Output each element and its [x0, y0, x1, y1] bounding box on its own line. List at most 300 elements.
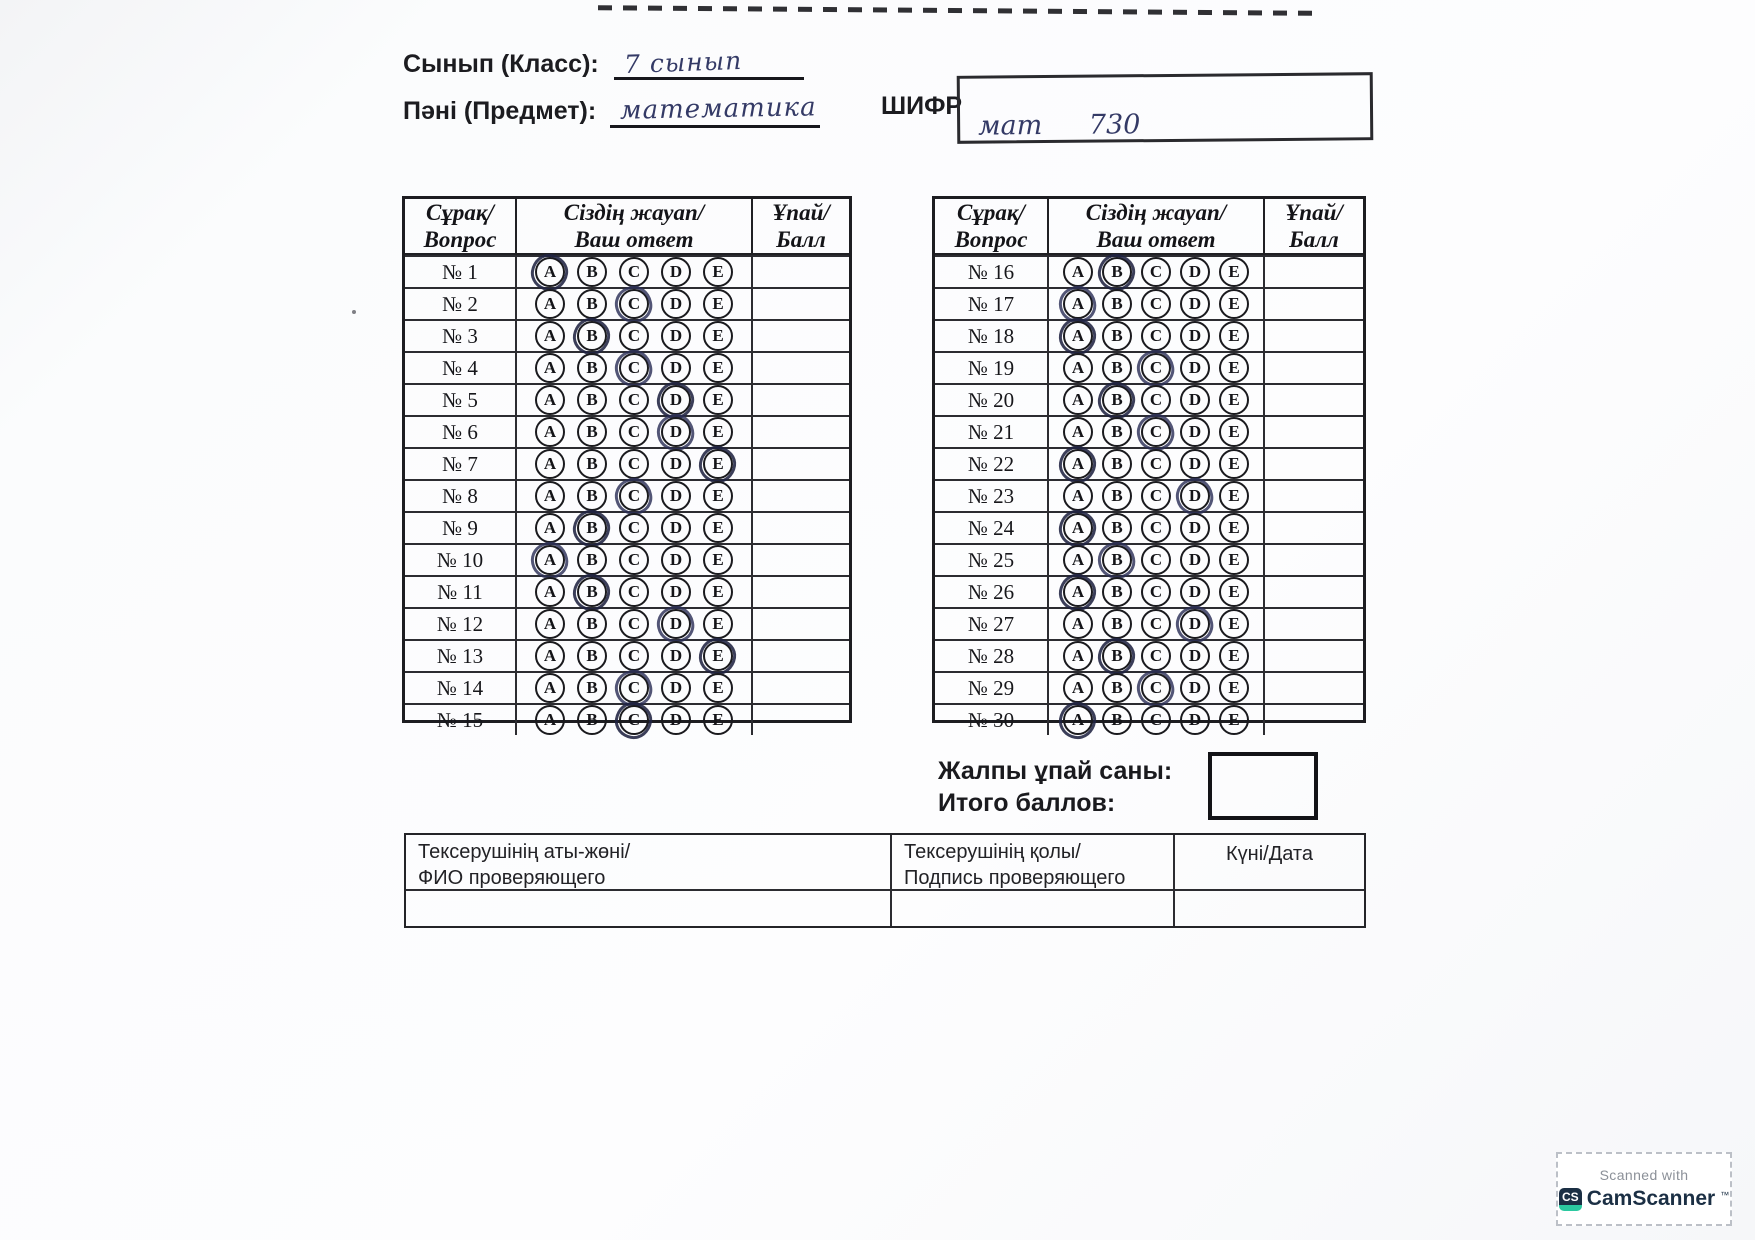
points-cell — [753, 609, 849, 639]
bubble-a-marked: A — [1063, 705, 1093, 735]
points-cell — [1265, 641, 1363, 671]
bubble-d: D — [661, 449, 691, 479]
bubble-group — [517, 705, 753, 735]
question-number: № 26 — [935, 577, 1049, 607]
answer-row — [935, 671, 1363, 703]
points-cell — [753, 385, 849, 415]
bubble-d: D — [661, 289, 691, 319]
bubble-group — [1049, 257, 1265, 287]
header-points: Ұпай/ Балл — [772, 200, 830, 252]
bubble-c: C — [619, 385, 649, 415]
bubble-e: E — [1219, 417, 1249, 447]
bubble-b: B — [577, 481, 607, 511]
answer-row — [405, 511, 849, 543]
bubble-c-marked: C — [1141, 353, 1171, 383]
bubble-e: E — [1219, 705, 1249, 735]
points-cell — [1265, 481, 1363, 511]
reviewer-signature-field — [892, 891, 1175, 926]
bubble-group — [517, 545, 753, 575]
answer-row — [405, 287, 849, 319]
points-cell — [753, 289, 849, 319]
question-number: № 29 — [935, 673, 1049, 703]
answer-row — [405, 255, 849, 287]
points-cell — [1265, 705, 1363, 735]
bubble-e: E — [703, 513, 733, 543]
question-number: № 23 — [935, 481, 1049, 511]
question-number: № 1 — [405, 257, 517, 287]
bubble-group — [1049, 289, 1265, 319]
header-your-answer: Сіздің жауап/ Ваш ответ — [1049, 199, 1265, 253]
points-cell — [753, 705, 849, 735]
bubble-group — [517, 641, 753, 671]
answer-row — [935, 415, 1363, 447]
bubble-group — [1049, 385, 1265, 415]
total-score-box — [1208, 752, 1318, 820]
bubble-b: B — [1102, 449, 1132, 479]
question-number: № 15 — [405, 705, 517, 735]
question-number: № 21 — [935, 417, 1049, 447]
bubble-c: C — [619, 545, 649, 575]
bubble-b: B — [1102, 481, 1132, 511]
answer-row — [935, 351, 1363, 383]
points-cell — [753, 577, 849, 607]
question-number: № 24 — [935, 513, 1049, 543]
points-cell — [1265, 321, 1363, 351]
bubble-e: E — [1219, 385, 1249, 415]
bubble-group — [517, 353, 753, 383]
bubble-a: A — [535, 385, 565, 415]
answer-row — [405, 703, 849, 735]
question-number: № 14 — [405, 673, 517, 703]
answer-row — [405, 319, 849, 351]
bubble-a: A — [1063, 257, 1093, 287]
bubble-group — [1049, 673, 1265, 703]
bubble-e: E — [703, 257, 733, 287]
answer-table-1-15 — [402, 196, 852, 732]
cipher-handwritten-value: мат 730 — [978, 109, 1141, 142]
question-number: № 20 — [935, 385, 1049, 415]
bubble-b: B — [577, 289, 607, 319]
bubble-c-marked: C — [619, 481, 649, 511]
bubble-b: B — [1102, 417, 1132, 447]
bubble-e: E — [1219, 289, 1249, 319]
bubble-b: B — [577, 705, 607, 735]
bubble-a-marked: A — [1063, 321, 1093, 351]
cipher-label: ШИФР — [881, 92, 963, 120]
bubble-e: E — [703, 609, 733, 639]
reviewer-name-field — [406, 891, 892, 926]
camscanner-logo-icon: CS — [1559, 1188, 1582, 1211]
bubble-a: A — [1063, 385, 1093, 415]
bubble-d: D — [1180, 385, 1210, 415]
bubble-b: B — [577, 257, 607, 287]
bubble-d-marked: D — [1180, 481, 1210, 511]
answer-row — [405, 351, 849, 383]
question-number: № 18 — [935, 321, 1049, 351]
bubble-d: D — [661, 705, 691, 735]
bubble-c: C — [1141, 641, 1171, 671]
bubble-e: E — [1219, 513, 1249, 543]
bubble-c: C — [1141, 577, 1171, 607]
bubble-b-marked: B — [1102, 545, 1132, 575]
points-cell — [1265, 545, 1363, 575]
question-number: № 13 — [405, 641, 517, 671]
bubble-e: E — [1219, 609, 1249, 639]
points-cell — [1265, 385, 1363, 415]
bubble-b: B — [577, 641, 607, 671]
bubble-b: B — [577, 609, 607, 639]
bubble-group — [1049, 417, 1265, 447]
bubble-group — [517, 449, 753, 479]
bubble-c: C — [619, 257, 649, 287]
question-number: № 16 — [935, 257, 1049, 287]
bubble-d: D — [1180, 289, 1210, 319]
answer-table-16-30 — [932, 196, 1366, 732]
watermark-trademark: ™ — [1720, 1190, 1730, 1200]
question-number: № 25 — [935, 545, 1049, 575]
bubble-d-marked: D — [661, 417, 691, 447]
reviewer-date-field — [1175, 891, 1364, 926]
question-number: № 10 — [405, 545, 517, 575]
points-cell — [1265, 353, 1363, 383]
answer-row — [935, 703, 1363, 735]
question-number: № 27 — [935, 609, 1049, 639]
bubble-c: C — [1141, 385, 1171, 415]
bubble-e: E — [1219, 353, 1249, 383]
bubble-a: A — [535, 481, 565, 511]
reviewer-date-header: Күні/Дата — [1175, 835, 1364, 891]
answer-row — [405, 543, 849, 575]
question-number: № 22 — [935, 449, 1049, 479]
answer-row — [405, 639, 849, 671]
bubble-a: A — [535, 513, 565, 543]
bubble-b: B — [1102, 321, 1132, 351]
bubble-d: D — [661, 257, 691, 287]
bubble-a-marked: A — [1063, 289, 1093, 319]
bubble-a: A — [1063, 417, 1093, 447]
answer-row — [935, 287, 1363, 319]
bubble-e: E — [703, 705, 733, 735]
header-your-answer: Сіздің жауап/ Ваш ответ — [517, 199, 753, 253]
bubble-group — [517, 417, 753, 447]
bubble-b: B — [1102, 705, 1132, 735]
reviewer-table — [404, 833, 1366, 928]
bubble-a: A — [535, 417, 565, 447]
answer-row — [405, 607, 849, 639]
bubble-c: C — [1141, 257, 1171, 287]
bubble-b: B — [577, 449, 607, 479]
total-score-label — [938, 755, 1184, 819]
bubble-a: A — [535, 673, 565, 703]
bubble-a: A — [1063, 353, 1093, 383]
bubble-d: D — [1180, 705, 1210, 735]
bubble-b-marked: B — [577, 577, 607, 607]
bubble-e: E — [703, 385, 733, 415]
bubble-b: B — [1102, 673, 1132, 703]
bubble-c-marked: C — [619, 289, 649, 319]
bubble-e: E — [1219, 577, 1249, 607]
answer-row — [935, 575, 1363, 607]
class-handwritten-value: 7 сынып — [623, 45, 743, 80]
bubble-d: D — [1180, 673, 1210, 703]
points-cell — [753, 449, 849, 479]
bubble-c-marked: C — [619, 705, 649, 735]
bubble-e: E — [1219, 449, 1249, 479]
bubble-d: D — [661, 513, 691, 543]
answer-row — [935, 639, 1363, 671]
question-number: № 7 — [405, 449, 517, 479]
answer-row — [935, 479, 1363, 511]
bubble-e: E — [1219, 641, 1249, 671]
bubble-c: C — [1141, 321, 1171, 351]
bubble-c-marked: C — [619, 353, 649, 383]
bubble-a-marked: A — [1063, 449, 1093, 479]
question-number: № 2 — [405, 289, 517, 319]
bubble-c: C — [1141, 289, 1171, 319]
bubble-a: A — [1063, 673, 1093, 703]
bubble-d: D — [1180, 641, 1210, 671]
bubble-group — [517, 321, 753, 351]
bubble-b: B — [577, 353, 607, 383]
bubble-c: C — [1141, 545, 1171, 575]
points-cell — [753, 513, 849, 543]
bubble-group — [1049, 513, 1265, 543]
bubble-e: E — [1219, 673, 1249, 703]
bubble-group — [517, 577, 753, 607]
bubble-e: E — [1219, 545, 1249, 575]
total-score-label-kz: Жалпы ұпай саны: — [938, 757, 1173, 785]
bubble-c-marked: C — [1141, 417, 1171, 447]
points-cell — [1265, 577, 1363, 607]
bubble-c: C — [619, 449, 649, 479]
table-header — [935, 199, 1363, 255]
points-cell — [753, 641, 849, 671]
bubble-group — [517, 609, 753, 639]
bubble-a: A — [535, 449, 565, 479]
bubble-e: E — [703, 577, 733, 607]
question-number: № 19 — [935, 353, 1049, 383]
bubble-c: C — [619, 513, 649, 543]
bubble-group — [517, 385, 753, 415]
bubble-e: E — [703, 545, 733, 575]
bubble-a: A — [1063, 481, 1093, 511]
bubble-a: A — [535, 705, 565, 735]
bubble-b: B — [577, 673, 607, 703]
reviewer-name-header: Тексерушінің аты-жөні/ ФИО проверяющего — [406, 835, 892, 891]
bubble-d: D — [1180, 353, 1210, 383]
bubble-d: D — [661, 673, 691, 703]
bubble-d: D — [1180, 545, 1210, 575]
points-cell — [1265, 417, 1363, 447]
bubble-a-marked: A — [535, 545, 565, 575]
bubble-c: C — [1141, 513, 1171, 543]
bubble-d: D — [661, 353, 691, 383]
bubble-d: D — [1180, 577, 1210, 607]
bubble-a: A — [535, 641, 565, 671]
bubble-group — [1049, 321, 1265, 351]
bubble-b: B — [577, 545, 607, 575]
points-cell — [753, 353, 849, 383]
answer-row — [935, 255, 1363, 287]
bubble-b: B — [1102, 353, 1132, 383]
answer-row — [405, 479, 849, 511]
bubble-c: C — [1141, 481, 1171, 511]
bubble-a: A — [535, 289, 565, 319]
answer-row — [935, 543, 1363, 575]
bubble-c: C — [619, 609, 649, 639]
watermark-app-name: CamScanner — [1586, 1187, 1716, 1210]
bubble-e: E — [703, 417, 733, 447]
bubble-d: D — [1180, 449, 1210, 479]
points-cell — [753, 673, 849, 703]
points-cell — [753, 481, 849, 511]
cipher-box — [957, 72, 1374, 144]
question-number: № 12 — [405, 609, 517, 639]
bubble-a: A — [1063, 609, 1093, 639]
question-number: № 4 — [405, 353, 517, 383]
bubble-group — [1049, 609, 1265, 639]
points-cell — [1265, 257, 1363, 287]
bubble-c: C — [619, 321, 649, 351]
bubble-e: E — [703, 353, 733, 383]
bubble-c: C — [1141, 449, 1171, 479]
header-points: Ұпай/ Балл — [1285, 200, 1343, 252]
header-question: Сұрақ/ Вопрос — [405, 199, 517, 253]
answer-row — [405, 383, 849, 415]
subject-handwritten-value: математика — [619, 92, 817, 126]
bubble-b: B — [1102, 513, 1132, 543]
answer-row — [405, 575, 849, 607]
bubble-e: E — [1219, 321, 1249, 351]
bubble-e: E — [703, 321, 733, 351]
bubble-e: E — [703, 673, 733, 703]
points-cell — [753, 257, 849, 287]
bubble-b-marked: B — [577, 321, 607, 351]
bubble-group — [1049, 641, 1265, 671]
bubble-group — [1049, 545, 1265, 575]
bubble-group — [517, 513, 753, 543]
bubble-e: E — [1219, 257, 1249, 287]
bubble-d: D — [1180, 513, 1210, 543]
bubble-group — [1049, 577, 1265, 607]
bubble-e: E — [703, 289, 733, 319]
answer-row — [935, 447, 1363, 479]
bubble-a-marked: A — [535, 257, 565, 287]
bubble-d: D — [1180, 321, 1210, 351]
question-number: № 5 — [405, 385, 517, 415]
bubble-group — [517, 289, 753, 319]
scan-speck — [352, 310, 356, 314]
answer-row — [405, 415, 849, 447]
bubble-a: A — [1063, 545, 1093, 575]
points-cell — [753, 545, 849, 575]
points-cell — [1265, 673, 1363, 703]
question-number: № 28 — [935, 641, 1049, 671]
question-number: № 3 — [405, 321, 517, 351]
bubble-b: B — [1102, 577, 1132, 607]
subject-label: Пәні (Предмет): — [403, 97, 597, 125]
bubble-b-marked: B — [577, 513, 607, 543]
answer-row — [935, 319, 1363, 351]
bubble-b-marked: B — [1102, 641, 1132, 671]
points-cell — [753, 417, 849, 447]
answer-row — [405, 671, 849, 703]
reviewer-signature-header: Тексерушінің қолы/ Подпись проверяющего — [892, 835, 1175, 891]
bubble-e: E — [1219, 481, 1249, 511]
bubble-d-marked: D — [1180, 609, 1210, 639]
bubble-d: D — [661, 577, 691, 607]
header-question: Сұрақ/ Вопрос — [935, 199, 1049, 253]
table-header — [405, 199, 849, 255]
bubble-e-marked: E — [703, 641, 733, 671]
bubble-d-marked: D — [661, 385, 691, 415]
bubble-group — [1049, 449, 1265, 479]
bubble-a: A — [535, 609, 565, 639]
bubble-b: B — [1102, 289, 1132, 319]
bubble-a: A — [535, 353, 565, 383]
points-cell — [1265, 609, 1363, 639]
question-number: № 11 — [405, 577, 517, 607]
bubble-d: D — [661, 321, 691, 351]
class-label: Сынып (Класс): — [403, 50, 599, 78]
bubble-a: A — [535, 321, 565, 351]
bubble-c: C — [619, 577, 649, 607]
bubble-group — [517, 257, 753, 287]
question-number: № 8 — [405, 481, 517, 511]
perforation-dashed-line — [598, 5, 1314, 16]
points-cell — [1265, 449, 1363, 479]
bubble-d: D — [661, 641, 691, 671]
bubble-group — [517, 673, 753, 703]
question-number: № 6 — [405, 417, 517, 447]
points-cell — [1265, 289, 1363, 319]
bubble-e-marked: E — [703, 449, 733, 479]
bubble-c: C — [1141, 705, 1171, 735]
bubble-b: B — [577, 417, 607, 447]
bubble-a: A — [535, 577, 565, 607]
answer-row — [405, 447, 849, 479]
bubble-c: C — [619, 417, 649, 447]
answer-row — [935, 511, 1363, 543]
bubble-c-marked: C — [1141, 673, 1171, 703]
bubble-b-marked: B — [1102, 385, 1132, 415]
points-cell — [753, 321, 849, 351]
bubble-a: A — [1063, 641, 1093, 671]
bubble-group — [1049, 481, 1265, 511]
bubble-a-marked: A — [1063, 513, 1093, 543]
bubble-b-marked: B — [1102, 257, 1132, 287]
bubble-b: B — [1102, 609, 1132, 639]
bubble-group — [1049, 353, 1265, 383]
bubble-group — [1049, 705, 1265, 735]
bubble-d: D — [661, 481, 691, 511]
bubble-c: C — [1141, 609, 1171, 639]
bubble-c: C — [619, 641, 649, 671]
bubble-c-marked: C — [619, 673, 649, 703]
camscanner-watermark — [1556, 1152, 1732, 1226]
points-cell — [1265, 513, 1363, 543]
watermark-prefix: Scanned with — [1599, 1167, 1689, 1183]
bubble-a-marked: A — [1063, 577, 1093, 607]
bubble-group — [517, 481, 753, 511]
answer-row — [935, 383, 1363, 415]
question-number: № 17 — [935, 289, 1049, 319]
bubble-d: D — [1180, 257, 1210, 287]
total-score-label-ru: Итого баллов: — [938, 789, 1116, 817]
question-number: № 9 — [405, 513, 517, 543]
answer-row — [935, 607, 1363, 639]
bubble-d: D — [661, 545, 691, 575]
